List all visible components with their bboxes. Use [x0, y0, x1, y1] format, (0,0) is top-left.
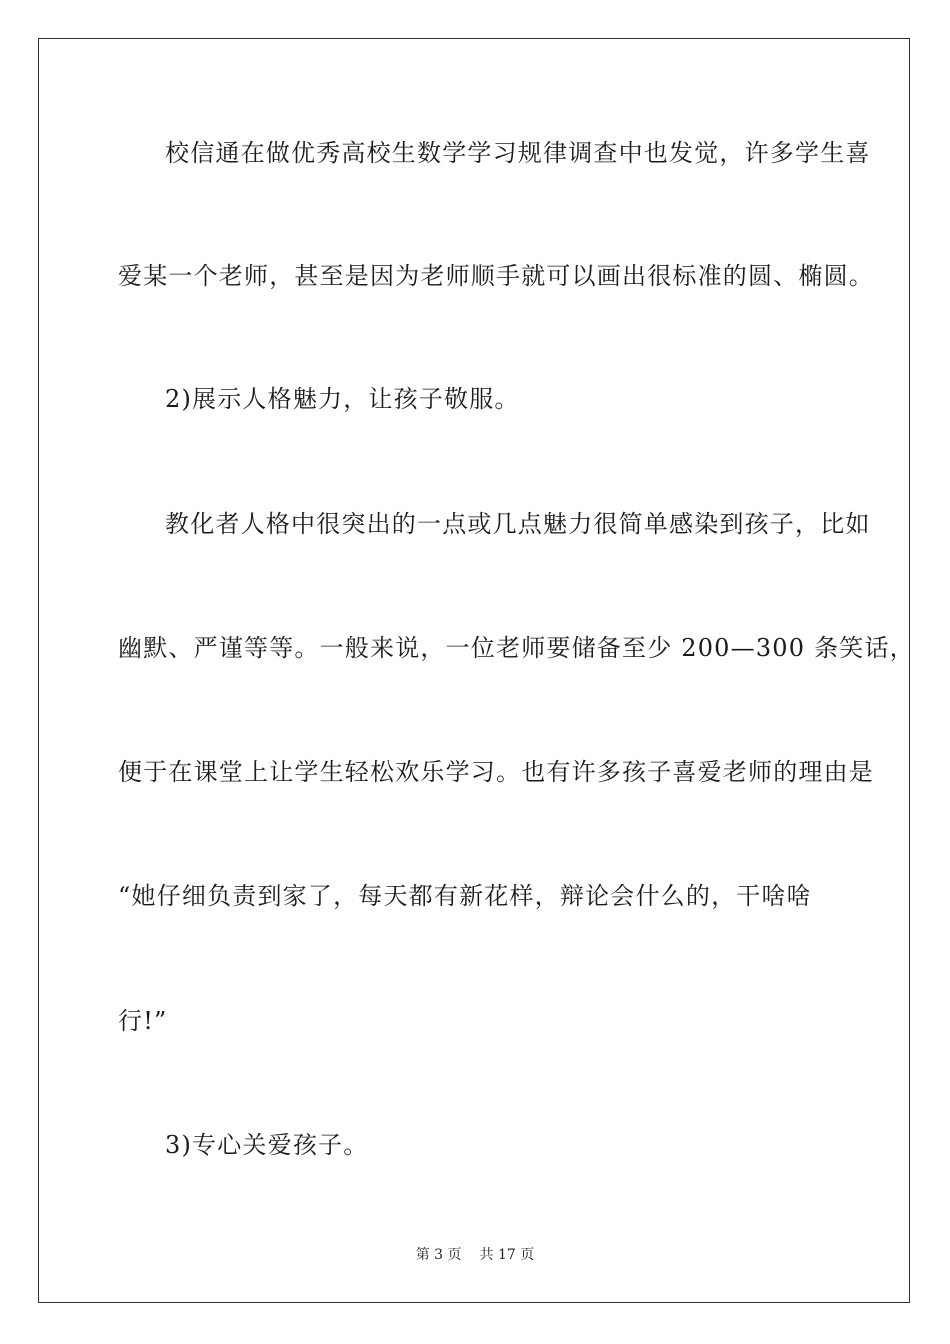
page-footer — [0, 1246, 950, 1264]
paragraph-line: 爱某一个老师，甚至是因为老师顺手就可以画出很标准的圆、椭圆。 — [118, 262, 874, 290]
page-total: 共 17 页 — [479, 1247, 535, 1263]
page-frame — [38, 38, 915, 1303]
paragraph-line: “她仔细负责到家了，每天都有新花样，辩论会什么的，干啥啥 — [118, 882, 812, 910]
list-heading: 3)专心关爱孩子。 — [165, 1131, 369, 1159]
paragraph-line: 幽默、严谨等等。一般来说，一位老师要储备至少 200—300 条笑话， — [118, 634, 915, 662]
paragraph-line: 校信通在做优秀高校生数学学习规律调查中也发觉，许多学生喜 — [165, 139, 871, 167]
paragraph-line: 便于在课堂上让学生轻松欢乐学习。也有许多孩子喜爱老师的理由是 — [118, 758, 874, 786]
paragraph-line: 教化者人格中很突出的一点或几点魅力很简单感染到孩子，比如 — [165, 510, 871, 538]
page-number: 第 3 页 — [415, 1247, 462, 1263]
list-heading: 2)展示人格魅力，让孩子敬服。 — [165, 385, 520, 413]
paragraph-line: 行!” — [118, 1007, 168, 1035]
